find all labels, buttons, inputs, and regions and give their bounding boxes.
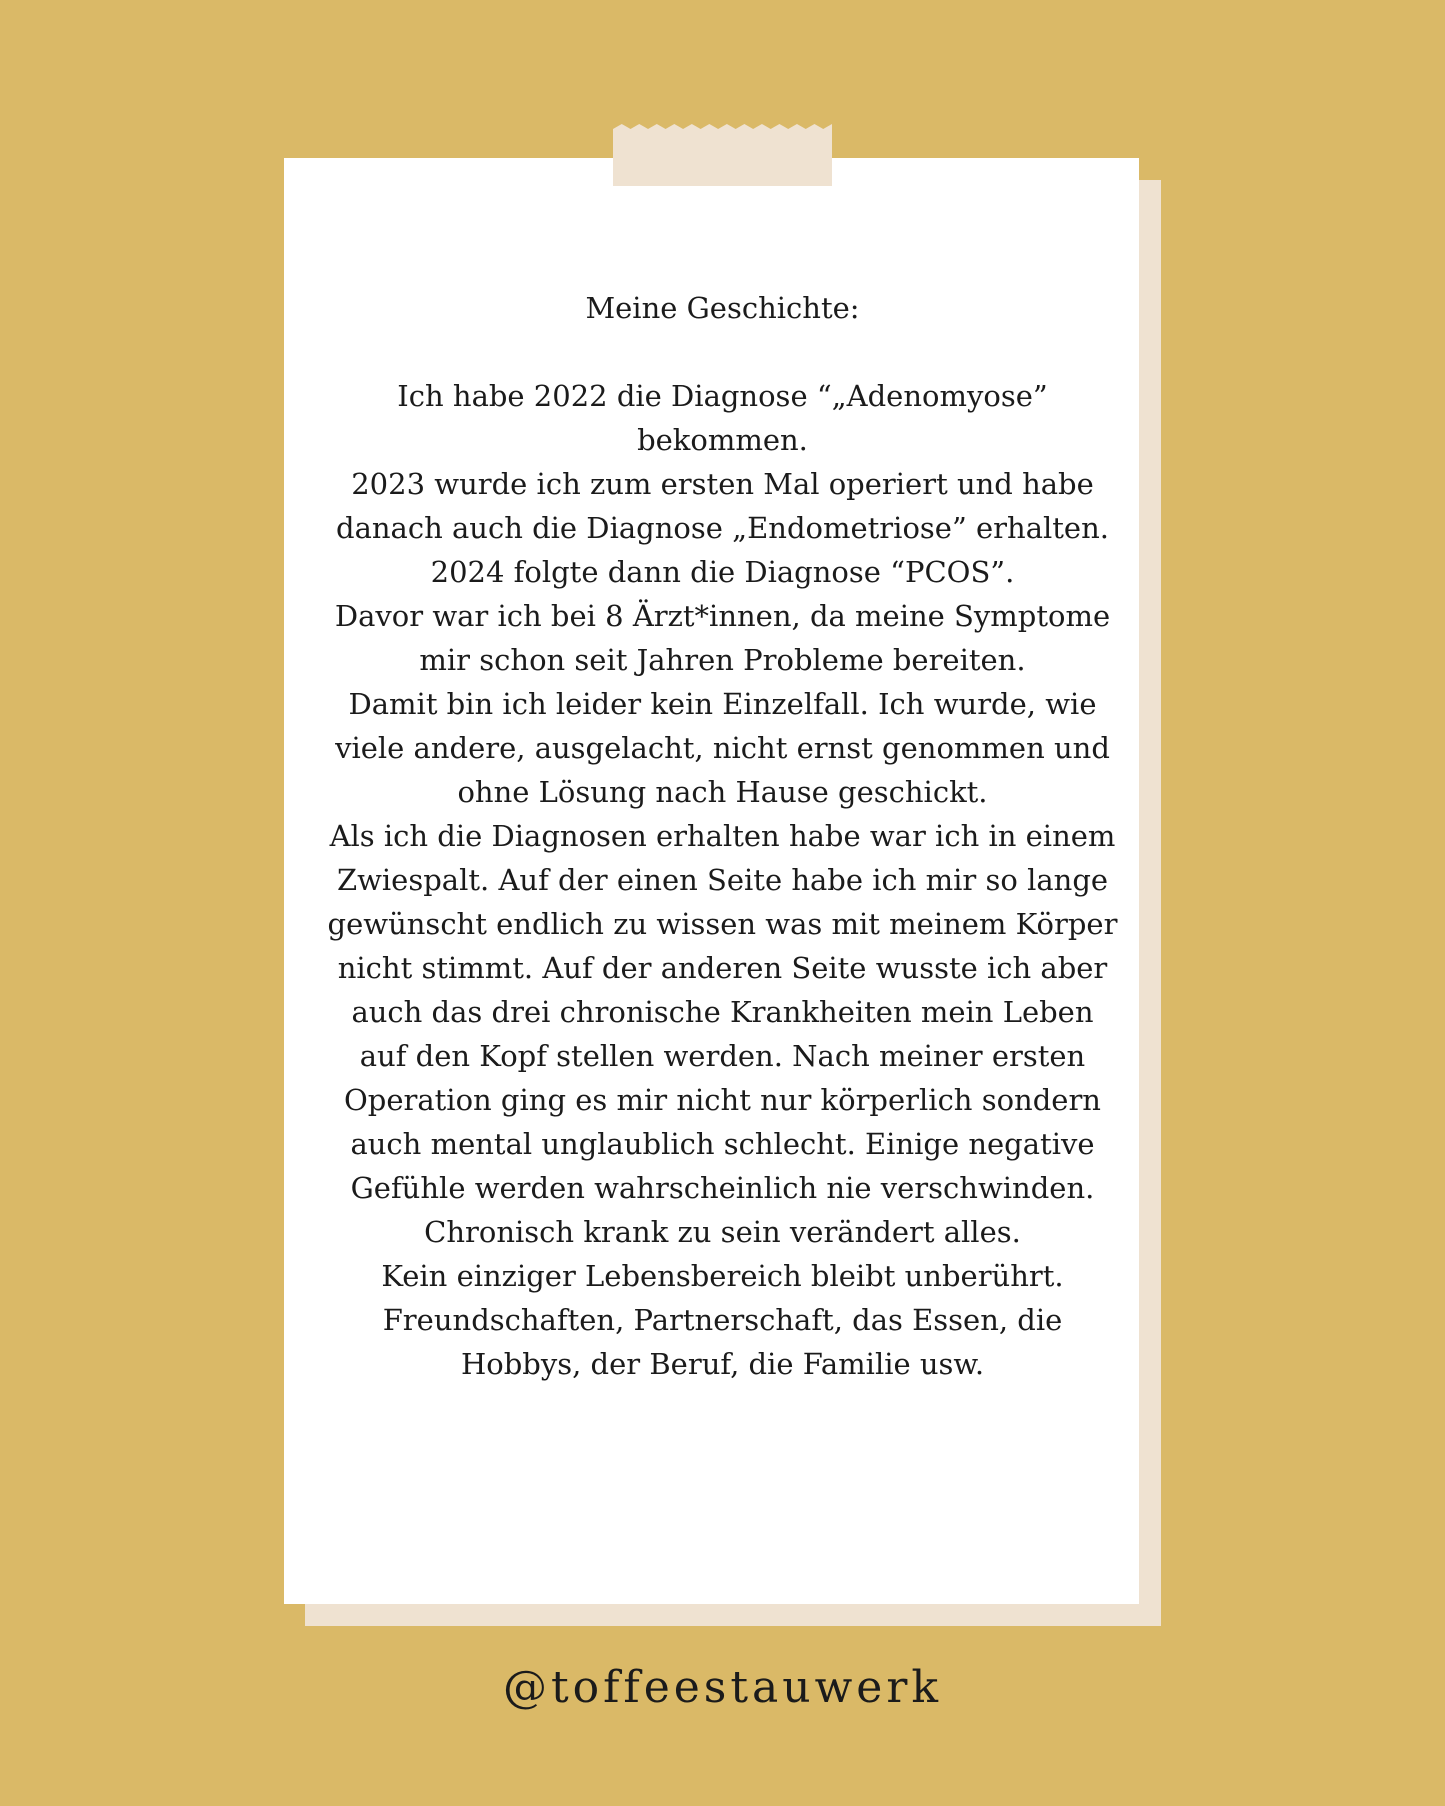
story-paragraph: Davor war ich bei 8 Ärzt*innen, da meine Symptome mir schon seit Jahren Probleme bereiten. [334, 599, 1111, 677]
story-paragraph: Ich habe 2022 die Diagnose “„Adenomyose” bekommen. [397, 379, 1048, 457]
story-paragraph: Freundschaften, Partnerschaft, das Essen, die Hobbys, der Beruf, die Familie usw. [382, 1303, 1063, 1381]
story-title: Meine Geschichte: [585, 291, 860, 325]
account-handle: @toffeestauwerk [502, 1662, 943, 1713]
story-paragraph: Chronisch krank zu sein verändert alles. [424, 1215, 1021, 1249]
story-paragraph: Als ich die Diagnosen erhalten habe war ich in einem Zwiespalt. Auf der einen Seite habe ich mir so lange gewünscht endlich zu wissen was mit meinem Körper nicht stimmt. Auf der anderen Seite wusste ich aber auch das drei chronische Krankheiten mein Leben auf den Kopf stellen werden. Nach meiner ersten Operation ging es mir nicht nur körperlich sondern auch mental unglaublich schlecht. Einige negative Gefühle werden wahrscheinlich nie verschwinden. [327, 819, 1118, 1205]
story-text [324, 286, 1121, 1386]
story-paragraph: 2023 wurde ich zum ersten Mal operiert und habe danach auch die Diagnose „Endometriose” erhalten. [336, 467, 1109, 545]
story-paragraph: 2024 folgte dann die Diagnose “PCOS”. [430, 555, 1015, 589]
tape-strip [613, 124, 832, 186]
story-paragraph: Damit bin ich leider kein Einzelfall. Ich wurde, wie viele andere, ausgelacht, nicht ernst genommen und ohne Lösung nach Hause geschickt. [335, 687, 1110, 809]
story-paragraph: Kein einziger Lebensbereich bleibt unberührt. [381, 1259, 1064, 1293]
